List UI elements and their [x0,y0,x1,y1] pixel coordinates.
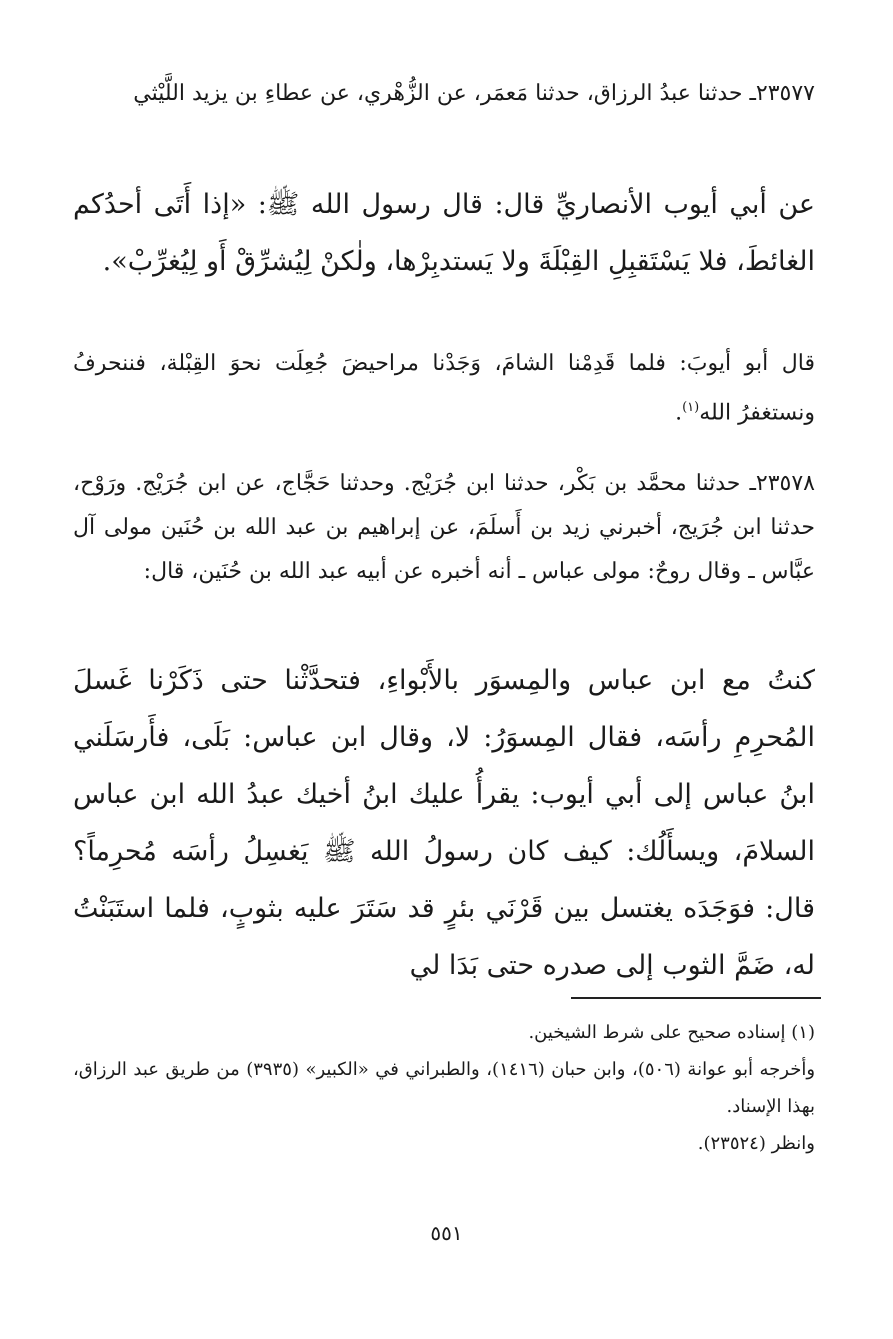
footnote-1: (١) إسناده صحيح على شرط الشيخين. [528,1022,815,1043]
hadith-23577-isnad: ٢٣٥٧٧ـ حدثنا عبدُ الرزاق، حدثنا مَعمَر، عن الزُّهْري، عن عطاءِ بن يزيد اللَّيْثي [133,81,815,106]
page-number: ٥٥١ [430,1221,463,1245]
comment-end: . [675,400,683,426]
hadith-23578-isnad: ٢٣٥٧٨ـ حدثنا محمَّد بن بَكْر، حدثنا ابن جُرَيْج. وحدثنا حَجَّاج، عن ابن جُرَيْج. ورَوْح، حدثنا ابن جُرَيج، أخبرني زيد بن أَسلَمَ، عن إبراهيم بن عبد الله بن حُنَين مولى آل عبَّاس ـ وقال روحٌ: مولى عباس ـ أنه أخبره عن أبيه عبد الله بن حُنَين، قال: [73,471,815,584]
hadith-23577-matn: عن أبي أيوب الأنصاريِّ قال: قال رسول الله ﷺ: «إذا أَتَى أحدُكم الغائطَ، فلا يَسْتَقبِلِ القِبْلَةَ ولا يَستدبِرْها، ولٰكنْ لِيُشرِّقْ أَو لِيُغرِّبْ». [73,189,815,277]
hadith-23578-matn: كنتُ مع ابن عباس والمِسوَر بالأَبْواءِ، فتحدَّثْنا حتى ذَكَرْنا غَسلَ المُحرِمِ رأسَه، فقال المِسوَرُ: لا، وقال ابن عباس: بَلَى، فأَرسَلَني ابنُ عباس إلى أبي أيوب: يقرأُ عليك ابنُ أخيك عبدُ الله ابن عباس السلامَ، ويسأَلُك: كيف كان رسولُ الله ﷺ يَغسِلُ رأسَه مُحرِماً؟ قال: فوَجَدَه يغتسل بين قَرْنَي بئرٍ قد سَتَرَ عليه بثوبٍ، فلما استَبَنْتُ له، ضَمَّ الثوب إلى صدره حتى بَدَا لي [73,665,815,981]
footnote-1-see-also: وانظر (٢٣٥٢٤). [697,1133,815,1154]
footnotes [73,1014,815,1162]
comment-text: قال أبو أيوبَ: فلما قَدِمْنا الشامَ، وَجَدْنا مراحيضَ جُعِلَت نحوَ القِبْلة، فننحرفُ ونستغفرُ الله [73,351,815,426]
hadith-23577-comment [73,342,815,435]
footnote-marker: (١) [682,400,700,415]
footnote-separator [571,997,821,999]
footnote-1-sources: وأخرجه أبو عوانة (٥٠٦)، وابن حبان (١٤١٦)، والطبراني في «الكبير» (٣٩٣٥) من طريق عبد الرزاق، بهذا الإسناد. [73,1059,816,1117]
